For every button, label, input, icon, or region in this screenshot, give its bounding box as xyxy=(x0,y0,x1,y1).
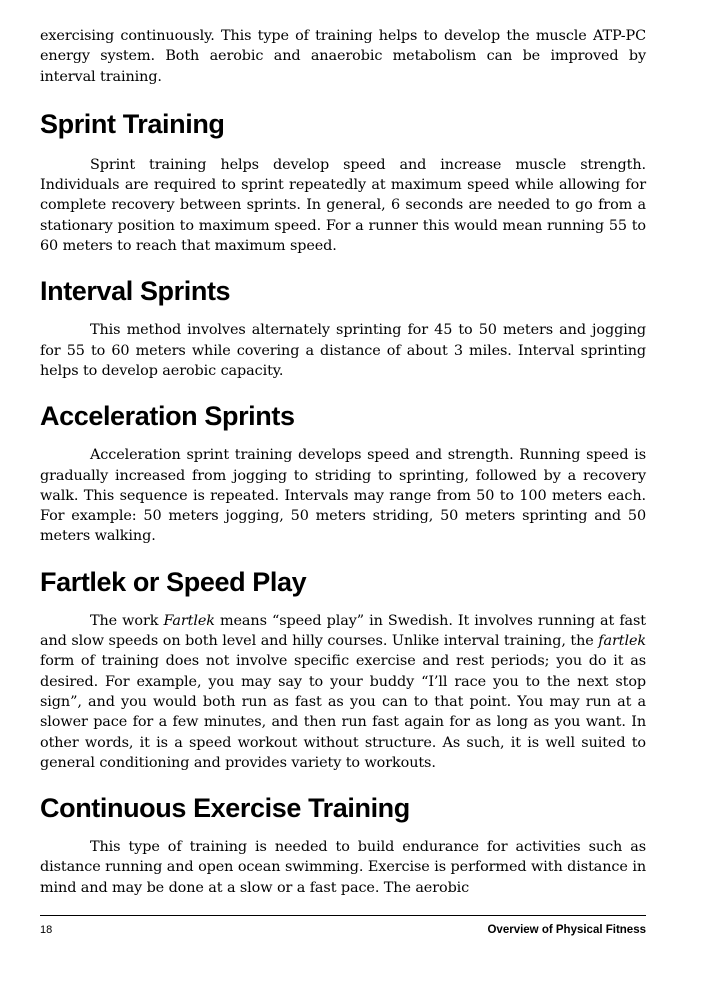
section-heading-fartlek: Fartlek or Speed Play xyxy=(40,566,307,597)
footer-chapter-title: Overview of Physical Fitness xyxy=(487,924,646,936)
section-paragraph-interval-sprints: This method involves alternately sprinting for 45 to 50 meters and jogging for 55 to 60 meters while covering a distance of about 3 miles. Interval sprinting helps to develop aerobic capacity. xyxy=(40,322,646,379)
fartlek-text-part1: The work xyxy=(90,612,164,629)
section-paragraph-sprint-training: Sprint training helps develop speed and increase muscle strength. Individuals are required to sprint repeatedly at maximum speed while allowing for complete recovery between sprints. In general, 6 seconds are needed to go from a stationary position to maximum speed. For a runner this would mean running 55 to 60 meters to reach that maximum speed. xyxy=(40,156,646,255)
fartlek-italic-2: fartlek xyxy=(598,633,646,650)
section-heading-continuous-exercise-training: Continuous Exercise Training xyxy=(40,793,410,824)
section-heading-interval-sprints: Interval Sprints xyxy=(40,276,231,307)
page-footer xyxy=(40,915,646,936)
section-paragraph-acceleration-sprints: Acceleration sprint training develops speed and strength. Running speed is gradually increased from jogging to striding to sprinting, followed by a recovery walk. This sequence is repeated. Intervals may range from 50 to 100 meters each. For example: 50 meters jogging, 50 meters striding, 50 meters sprinting and 50 meters walking. xyxy=(40,447,646,545)
page-number: 18 xyxy=(40,924,53,936)
fartlek-text-part2: means “speed play” in Swedish. It involves running at fast and slow speeds on both level and hilly courses. Unlike interval training, the xyxy=(40,612,646,650)
section-paragraph-fartlek xyxy=(40,611,646,773)
footer-divider xyxy=(40,915,646,916)
page-content xyxy=(40,26,646,898)
intro-paragraph: exercising continuously. This type of training helps to develop the muscle ATP-PC energy system. Both aerobic and anaerobic metabolism can be improved by interval training. xyxy=(40,28,646,85)
section-heading-sprint-training: Sprint Training xyxy=(40,108,225,139)
fartlek-italic-1: Fartlek xyxy=(163,612,215,629)
section-heading-acceleration-sprints: Acceleration Sprints xyxy=(40,401,295,432)
fartlek-text-part3: form of training does not involve specific exercise and rest periods; you do it as desired. For example, you may say to your buddy “I’ll race you to the next stop sign”, and you would both run as fast as you can to that point. You may run at a slower pace for a few minutes, and then run fast again for as long as you want. In other words, it is a speed workout without structure. As such, it is well suited to general conditioning and provides variety to workouts. xyxy=(40,653,646,771)
footer-row xyxy=(40,924,646,936)
section-paragraph-continuous-exercise-training: This type of training is needed to build endurance for activities such as distance running and open ocean swimming. Exercise is performed with distance in mind and may be done at a slow or a fast pace. The aerobic xyxy=(40,839,646,896)
